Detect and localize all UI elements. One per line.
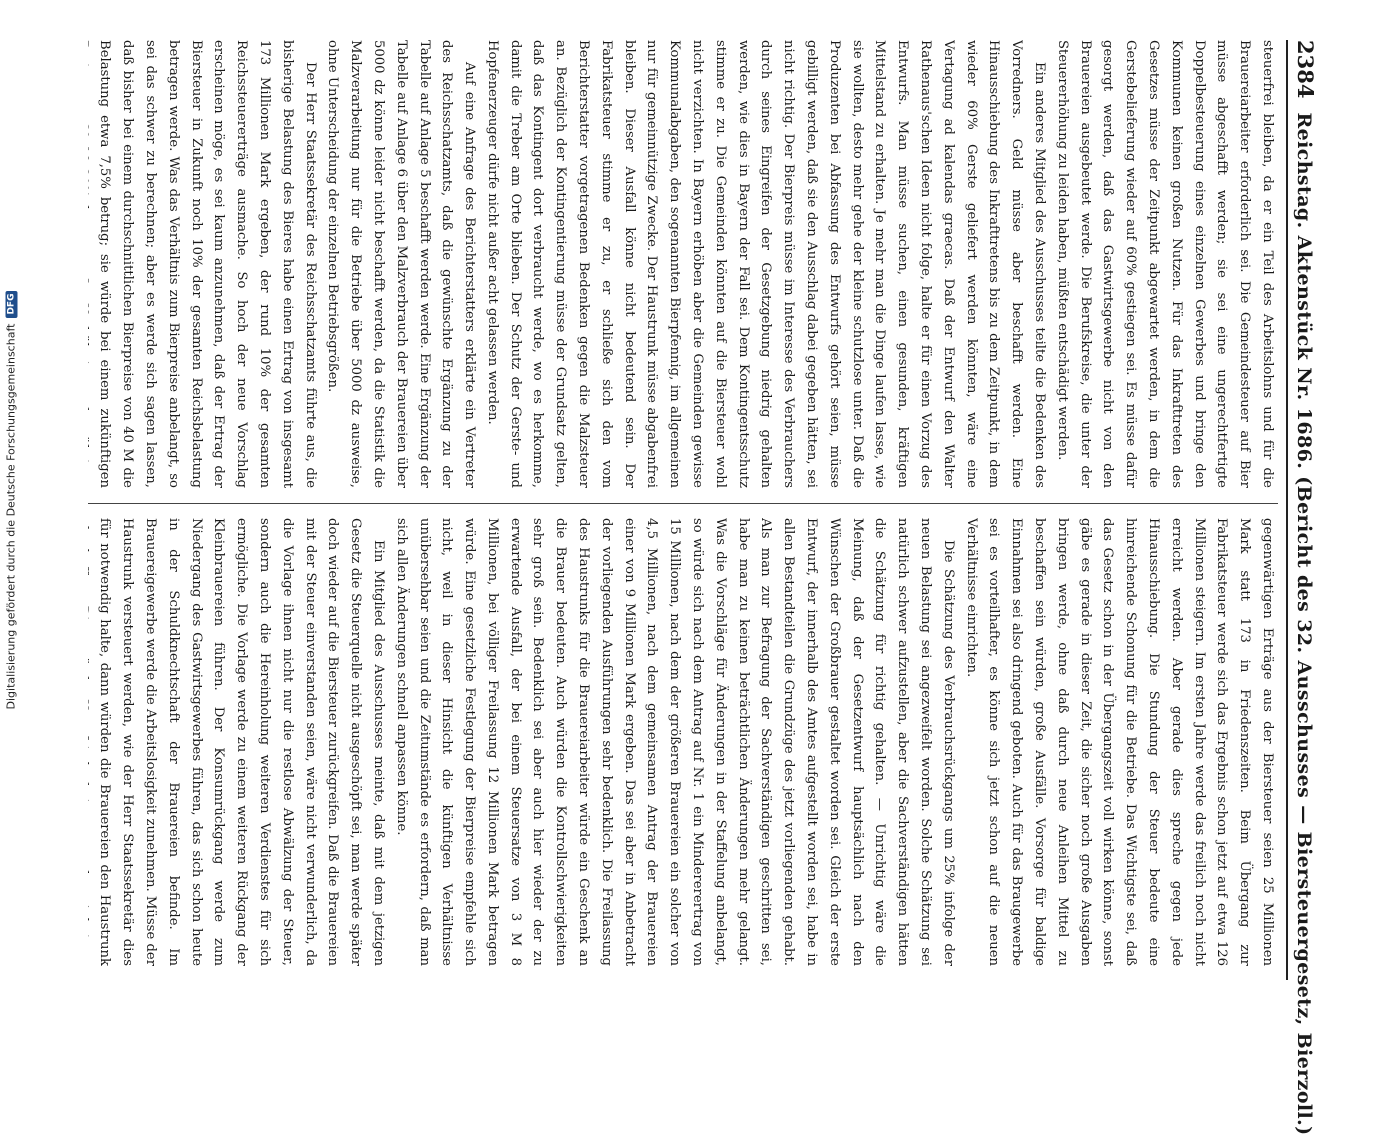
column-divider: [88, 503, 1278, 504]
paragraph: Auf eine Anfrage des Berichterstatters erklärte ein Vertreter des Reichsschatzamts, daß die gewünschte Ergänzung zu der Tabelle auf Anlage 5 beschafft werden werde. Eine Ergänzung der Tabelle auf Anlage 6 über den Malzverbrauch der Brauereien über 5000 dz könne leider nicht beschafft werden, da die Statistik die Malzverarbeitung nur für die Betriebe über 5000 dz ausweise, ohne Unterscheidung der einzelnen Betriebsgrößen.: [325, 40, 478, 488]
page-header: [1286, 40, 1318, 1136]
paragraph: Die Schätzung des Verbrauchsrückgangs um 25% infolge der neuen Belastung sei angezweifelt worden. Solche Schätzung sei natürlich schwer aufzustellen, aber die Sachverständigen hätten die Schätzung für richtig gehalten. — Unrichtig wäre die Meinung, daß der Gesetzentwurf hauptsächlich nach den Wünschen der Großbrauer gestaltet worden sei. Gleich der erste Entwurf, der innerhalb des Amtes aufgestellt worden sei, habe in allen Bestandteilen die Grundzüge des jetzt vorliegenden gehabt. Als man zur Befragung der Sachverständigen geschritten sei, habe man zu keinen beträchtlichen Änderungen mehr gelangt. Was die Vorschläge für Änderungen in der Staffelung anbelangt, so würde sich nach dem Antrag auf Nr. 1 ein Mindererertrag von 15 Millionen, nach dem der größeren Brauereien ein solcher von 4,5 Millionen, nach dem gemeinsamen Antrag der Brauereien einer von 9 Millionen Mark ergeben. Das sei aber in Anbetracht der vorliegenden Ausführungen sehr bedenklich. Die Freilassung des Haustrunks für die Brauereiarbeiter würde ein Geschenk an die Brauer bedeuten. Auch würden die Kontrollschwierigkeiten sehr groß sein. Bedenklich sei aber auch hier wieder der zu erwartende Ausfall, der bei einem Steuersatze von 3 M 8 Millionen, bei völliger Freilassung 12 Millionen Mark betragen würde. Eine gesetzliche Festlegung der Bierpreise empfehle sich nicht, weil in dieser Hinsicht die künftigen Verhältnisse unübersehbar seien und die Zeitumstände es erfordern, daß man sich allen Änderungen schnell anpassen könne.: [393, 518, 956, 966]
dfg-logo: DFG: [5, 291, 17, 318]
paragraph: Ein Mitglied des Ausschusses meinte, daß mit dem jetzigen Gesetz die Steuerquelle nicht ausgeschöpft sei, man werde später doch wieder auf die Biersteuer zurückgreifen. Daß die Brauereien mit der Steuer einverstanden seien, wäre nicht verwunderlich, da die Vorlage ihnen nicht nur die restlose Abwälzung der Steuer, sondern auch die Hereinholung weiteren Verdienstes für sich ermögliche. Die Vorlage werde zu einem weiteren Rückgang der Kleinbrauereien führen. Der Konsumrückgang werde zum Niedergang des Gastwirtsgewerbes führen, das sich schon heute in der Schuldknechtschaft der Brauereien befinde. Im Brauereigewerbe werde die Arbeitslosigkeit zunehmen. Müsse der Haustrunk versteuert werden, wie der Herr Staatssekretär dies für notwendig halte, dann würden die Brauereien den Haustrunk: [97, 518, 386, 966]
paragraph: steuerfrei bleiben, da er ein Teil des Arbeitslohns und für die Brauereiarbeiter erforderlich sei. Die Gemeindesteuer auf Bier müsse abgeschafft werden; sie sei eine ungerechtfertigte Doppelbesteuerung eines einzelnen Gewerbes und bringe den Kommunen keinen großen Nutzen. Für das Inkrafttreten des Gesetzes müsse der Zeitpunkt abgewartet werden, in dem die Gerstebelieferung wieder auf 60% gestiegen sei. Es müsse dafür gesorgt werden, daß das Gastwirtsgewerbe nicht von den Brauereien ausgebeutet werde. Die Berufskreise, die unter der Steuererhöhung zu leiden haben, müßten entschädigt werden.: [1054, 40, 1275, 488]
page-content: [78, 40, 1318, 1136]
digitization-credit: [0, 0, 22, 1000]
paragraph: Der Herr Staatssekretär des Reichsschatzamts führte aus, die bisherige Belastung des Bieres habe einen Ertrag von insgesamt 173 Millionen Mark ergeben, der rund 10% der gesamten Reichssteuererträge ausmache. So hoch der neue Vorschlag erscheinen möge, es sei kaum anzunehmen, daß der Ertrag der Biersteuer in Zukunft noch 10% der gesamten Reichsbelastung betragen werde. Was das Verhältnis zum Bierpreise anbelangt, so sei das schwer zu berechnen; aber es werde sich sagen lassen, daß bisher bei einem durchschnittlichen Bierpreise von 40 M die Belastung etwa 7,5% betrug; sie würde bei einem zukünftigen: [97, 40, 318, 488]
paragraph: gegenwärtigen Erträge aus der Biersteuer seien 25 Millionen Mark statt 173 in Friedenszeiten. Beim Übergang zur Fabrikatsteuer werde sich das Ergebnis schon jetzt auf etwa 126 Millionen steigern. Im ersten Jahre werde das freilich noch nicht erreicht werden. Aber gerade dies spreche gegen jede Hinausschiebung. Die Stundung der Steuer bedeute eine hinreichende Schonung für die Betriebe. Das Wichtigste sei, daß das Gesetz schon in der Übergangszeit voll wirken könne, sonst gäbe es gerade in dieser Zeit, die sicher noch große Ausgaben bringen werde, ohne daß durch neue Anleihen Mittel zu beschaffen sein würden, große Ausfälle. Vorsorge für baldige Einnahmen sei also dringend geboten. Auch für das Braugewerbe sei es vorteilhafter, es könne sich jetzt schon auf die neuen Verhältnisse einrichten.: [963, 518, 1275, 966]
left-column: [88, 40, 1278, 488]
right-column: [88, 518, 1278, 966]
scanned-page: [78, 40, 1318, 1136]
running-title: Reichstag. Aktenstück Nr. 1686. (Bericht des 32. Ausschusses — Biersteuergesetz, Bierzoll.): [1293, 112, 1315, 1136]
paragraph: Ein anderes Mitglied des Ausschusses teilte die Bedenken des Vorredners. Geld müsse aber beschafft werden. Eine Hinausschiebung des Inkrafttretens bis zu dem Zeitpunkt, in dem wieder 60% Gerste geliefert werden könnten, wäre eine Vertagung ad kalendas graecas. Daß der Entwurf den Walter Rathenaus'schen Ideen nicht folge, halte er für einen Vorzug des Entwurfs. Man müsse suchen, einen gesunden, kräftigen Mittelstand zu erhalten. Je mehr man die Dinge laufen lasse, wie sie wollten, desto mehr gehe der kleine schutzlose unter. Daß die Produzenten bei Abfassung des Entwurfs gehört seien, müsse gebilligt werden, daß sie den Ausschlag dabei gegeben hätten, sei nicht richtig. Der Bierpreis müsse im Interesse des Verbrauchers durch seines Eingreifen der Gesetzgebung niedrig gehalten werden, wie dies in Bayern der Fall sei. Dem Kontingentsschutz stimme er zu. Die Gemeinden könnten auf die Biersteuer wohl nicht verzichten. In Bayern erhöben aber die Gemeinden gewisse Kommunalabgaben, den sogenannten Bierpfennig, im allgemeinen nur für gemeinnützige Zwecke. Der Haustrunk müsse abgabenfrei bleiben. Dieser Ausfall könne nicht bedeutend sein. Der Fabrikatsteuer stimme er zu, er schließe sich den vom Berichterstatter vorgetragenen Bedenken gegen die Malzsteuer an. Bezüglich der Kontingentierung müsse der Grundsatz gelten, daß das Kontingent dort verbraucht werde, wo es herkomme, damit die Treber am Orte blieben. Der Schutz der Gerste- und Hopfenerzeuger dürfe nicht außer acht gelassen werden.: [484, 40, 1048, 488]
credit-text: Digitalisierung gefördert durch die Deutsche Forschungsgemeinschaft: [4, 323, 18, 710]
page-number: 2384: [1293, 40, 1318, 99]
